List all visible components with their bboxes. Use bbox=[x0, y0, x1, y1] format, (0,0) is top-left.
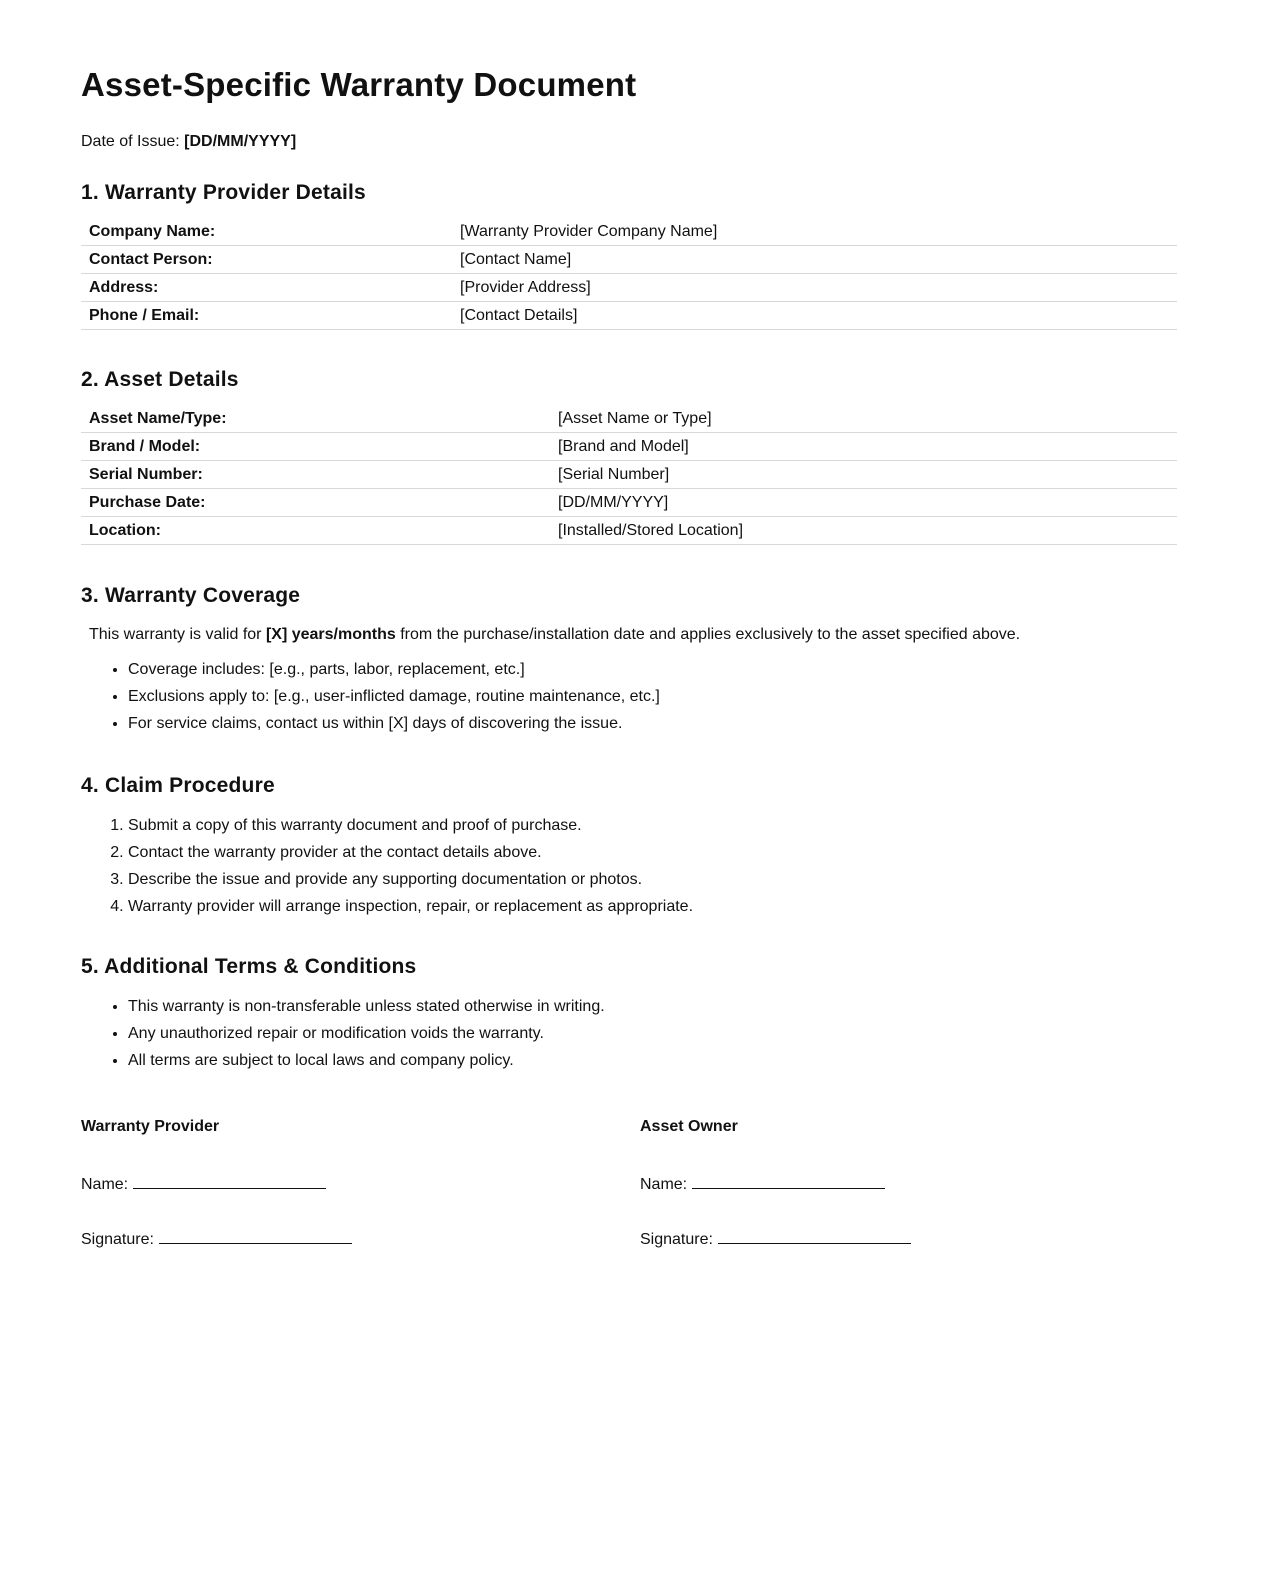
list-item: • For service claims, contact us within [X] days of discovering the issue. bbox=[128, 710, 660, 737]
section-heading-coverage: 3. Warranty Coverage bbox=[81, 584, 301, 607]
signature-line bbox=[81, 1229, 352, 1250]
terms-list bbox=[88, 993, 605, 1074]
table-row bbox=[81, 274, 1177, 302]
signature-heading: Warranty Provider bbox=[81, 1118, 220, 1135]
name-blank-field[interactable] bbox=[133, 1174, 326, 1189]
section-heading-terms: 5. Additional Terms & Conditions bbox=[81, 955, 417, 978]
row-label: Serial Number: bbox=[81, 461, 550, 489]
table-row bbox=[81, 517, 1177, 545]
claim-steps-list bbox=[88, 812, 693, 920]
row-value: [Contact Details] bbox=[452, 302, 1177, 330]
coverage-intro bbox=[89, 626, 1020, 644]
name-line bbox=[640, 1174, 911, 1195]
row-label: Contact Person: bbox=[81, 246, 452, 274]
list-item: • Coverage includes: [e.g., parts, labor, replacement, etc.] bbox=[128, 656, 660, 683]
signature-blank-field[interactable] bbox=[718, 1229, 911, 1244]
signature-line bbox=[640, 1229, 911, 1250]
table-row bbox=[81, 489, 1177, 517]
date-of-issue-label: Date of Issue: bbox=[81, 133, 180, 150]
coverage-list bbox=[88, 656, 660, 737]
list-item: • All terms are subject to local laws and company policy. bbox=[128, 1047, 605, 1074]
row-value: [Installed/Stored Location] bbox=[550, 517, 1177, 545]
row-value: [Contact Name] bbox=[452, 246, 1177, 274]
list-item: 2. Contact the warranty provider at the contact details above. bbox=[128, 839, 693, 866]
coverage-duration: [X] years/months bbox=[265, 626, 396, 643]
row-value: [Asset Name or Type] bbox=[550, 405, 1177, 433]
list-item: • Exclusions apply to: [e.g., user-inflicted damage, routine maintenance, etc.] bbox=[128, 683, 660, 710]
list-item: 3. Describe the issue and provide any supporting documentation or photos. bbox=[128, 866, 693, 893]
row-value: [DD/MM/YYYY] bbox=[550, 489, 1177, 517]
row-label: Address: bbox=[81, 274, 452, 302]
signature-blank-field[interactable] bbox=[159, 1229, 352, 1244]
name-label: Name: bbox=[640, 1176, 688, 1193]
table-row bbox=[81, 433, 1177, 461]
coverage-intro-after: from the purchase/installation date and applies exclusively to the asset specified above. bbox=[395, 626, 1021, 643]
signature-label: Signature: bbox=[640, 1231, 713, 1248]
signature-label: Signature: bbox=[81, 1231, 154, 1248]
row-label: Asset Name/Type: bbox=[81, 405, 550, 433]
document-title: Asset-Specific Warranty Document bbox=[81, 66, 637, 103]
name-blank-field[interactable] bbox=[692, 1174, 885, 1189]
row-value: [Brand and Model] bbox=[550, 433, 1177, 461]
name-label: Name: bbox=[81, 1176, 129, 1193]
row-value: [Warranty Provider Company Name] bbox=[452, 218, 1177, 246]
list-item: • This warranty is non-transferable unless stated otherwise in writing. bbox=[128, 993, 605, 1020]
table-row bbox=[81, 218, 1177, 246]
name-line bbox=[81, 1174, 352, 1195]
row-label: Location: bbox=[81, 517, 550, 545]
row-label: Purchase Date: bbox=[81, 489, 550, 517]
date-of-issue-value: [DD/MM/YYYY] bbox=[184, 133, 297, 150]
table-row bbox=[81, 405, 1177, 433]
section-heading-claim: 4. Claim Procedure bbox=[81, 774, 275, 797]
date-of-issue bbox=[81, 133, 296, 151]
list-item: 4. Warranty provider will arrange inspection, repair, or replacement as appropriate. bbox=[128, 893, 693, 920]
table-row bbox=[81, 246, 1177, 274]
section-heading-provider: 1. Warranty Provider Details bbox=[81, 181, 366, 204]
signature-heading: Asset Owner bbox=[640, 1118, 738, 1135]
table-row bbox=[81, 461, 1177, 489]
row-label: Brand / Model: bbox=[81, 433, 550, 461]
list-item: • Any unauthorized repair or modification voids the warranty. bbox=[128, 1020, 605, 1047]
provider-details-table bbox=[81, 218, 1177, 330]
list-item: 1. Submit a copy of this warranty document and proof of purchase. bbox=[128, 812, 693, 839]
row-value: [Serial Number] bbox=[550, 461, 1177, 489]
section-heading-asset: 2. Asset Details bbox=[81, 368, 239, 391]
asset-details-table bbox=[81, 405, 1177, 545]
coverage-intro-before: This warranty is valid for bbox=[89, 626, 266, 643]
signature-block-owner bbox=[640, 1117, 911, 1284]
table-row bbox=[81, 302, 1177, 330]
row-label: Phone / Email: bbox=[81, 302, 452, 330]
signature-block-provider bbox=[81, 1117, 352, 1284]
row-value: [Provider Address] bbox=[452, 274, 1177, 302]
row-label: Company Name: bbox=[81, 218, 452, 246]
